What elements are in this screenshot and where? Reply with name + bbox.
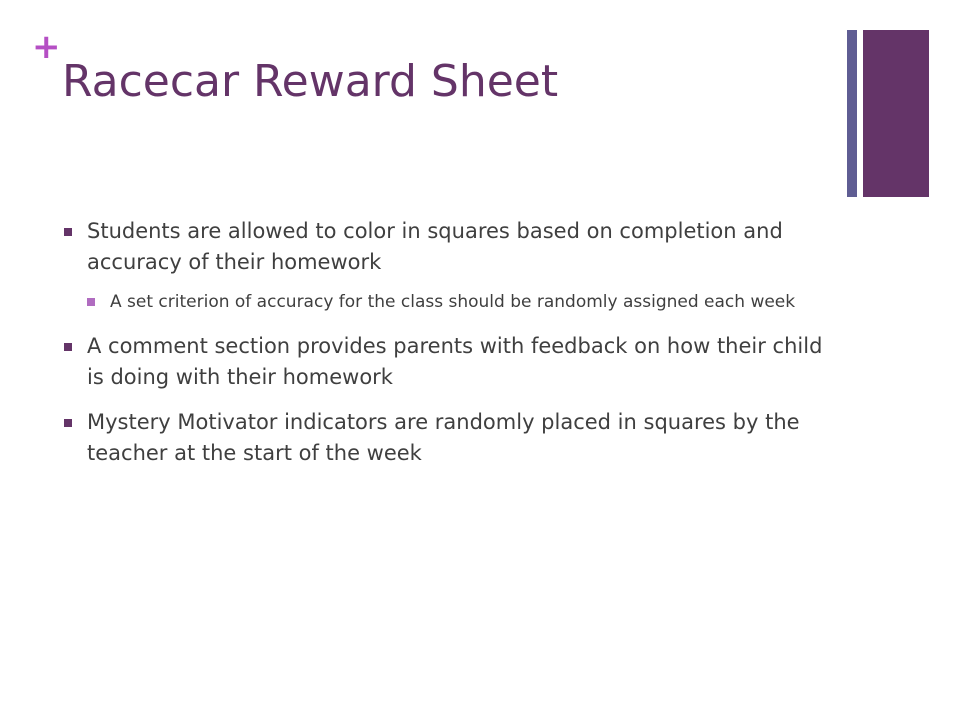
subbullet-text: A set criterion of accuracy for the class should be randomly assigned each week [110,292,796,312]
slide-title: Racecar Reward Sheet [62,56,559,107]
subbullet-list [87,288,844,317]
square-subbullet-icon [87,298,95,306]
bullet-item [64,331,844,393]
bullet-text: A comment section provides parents with feedback on how their child is doing with their homework [87,334,823,389]
bullet-text: Mystery Motivator indicators are randomly placed in squares by the teacher at the start of the week [87,410,800,465]
square-bullet-icon [64,343,72,351]
plus-icon: + [32,27,61,67]
accent-bar-thin [847,30,857,197]
accent-bar-thick [863,30,929,197]
bullet-item [64,407,844,469]
subbullet-item [87,288,844,317]
bullet-text: Students are allowed to color in squares based on completion and accuracy of their homework [87,219,783,274]
bullet-item [64,216,844,317]
square-bullet-icon [64,419,72,427]
square-bullet-icon [64,228,72,236]
bullet-list [64,216,844,483]
